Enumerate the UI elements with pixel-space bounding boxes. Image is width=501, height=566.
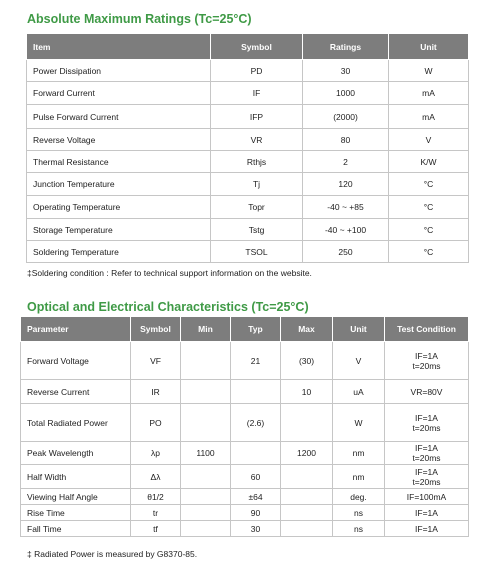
table-cell: [181, 404, 231, 442]
table-cell: -40 ~ +85: [303, 196, 389, 219]
header-cell: Test Condition: [385, 317, 469, 342]
table-cell: 1100: [181, 442, 231, 465]
table-cell: Reverse Current: [21, 380, 131, 404]
table-cell: VF: [131, 342, 181, 380]
table-cell: Power Dissipation: [27, 60, 211, 82]
table-cell: Total Radiated Power: [21, 404, 131, 442]
table-cell: θ1/2: [131, 489, 181, 505]
table-cell: 10: [281, 380, 333, 404]
test-condition-cell: [385, 342, 469, 380]
table-cell: [181, 380, 231, 404]
condition-line: t=20ms: [412, 360, 441, 371]
table-cell: W: [333, 404, 385, 442]
header-cell: Typ: [231, 317, 281, 342]
table-row: [27, 105, 469, 129]
table-cell: 60: [231, 465, 281, 489]
optical-electrical-table: [20, 316, 469, 537]
header-cell: Max: [281, 317, 333, 342]
table-cell: PD: [211, 60, 303, 82]
table-cell: 21: [231, 342, 281, 380]
table-cell: °C: [389, 173, 469, 196]
header-row: [27, 34, 469, 60]
table-cell: tr: [131, 505, 181, 521]
table-cell: tf: [131, 521, 181, 537]
table-cell: 30: [303, 60, 389, 82]
table-row: [27, 151, 469, 173]
table-cell: [181, 489, 231, 505]
table-cell: 30: [231, 521, 281, 537]
test-condition-cell: [385, 442, 469, 465]
table-cell: [181, 521, 231, 537]
table-cell: deg.: [333, 489, 385, 505]
test-condition-cell: [385, 489, 469, 505]
abs-footnote: ‡Soldering condition : Refer to technical support information on the website.: [27, 268, 312, 278]
table-cell: Reverse Voltage: [27, 129, 211, 151]
absolute-ratings-table: [26, 33, 469, 263]
header-cell: Unit: [333, 317, 385, 342]
condition-line: t=20ms: [412, 453, 441, 463]
abs-section-title: Absolute Maximum Ratings (Tc=25°C): [27, 12, 252, 26]
condition-line: IF=1A: [415, 412, 438, 423]
condition-line: IF=1A: [415, 350, 438, 361]
table-cell: (2.6): [231, 404, 281, 442]
condition-line: IF=1A: [415, 523, 438, 534]
table-row: [27, 219, 469, 241]
table-cell: 120: [303, 173, 389, 196]
test-condition-cell: [385, 521, 469, 537]
table-cell: °C: [389, 241, 469, 263]
table-cell: Rthjs: [211, 151, 303, 173]
test-condition-cell: [385, 465, 469, 489]
table-cell: [181, 465, 231, 489]
table-cell: (30): [281, 342, 333, 380]
table-cell: V: [333, 342, 385, 380]
test-condition-cell: [385, 505, 469, 521]
table-row: [21, 505, 469, 521]
condition-line: IF=1A: [415, 443, 438, 453]
header-row: [21, 317, 469, 342]
table-cell: [281, 404, 333, 442]
condition-line: IF=1A: [415, 466, 438, 477]
table-row: [27, 60, 469, 82]
table-row: [27, 196, 469, 219]
table-cell: °C: [389, 196, 469, 219]
table-cell: mA: [389, 82, 469, 105]
table-cell: Δλ: [131, 465, 181, 489]
table-cell: Rise Time: [21, 505, 131, 521]
table-cell: IF: [211, 82, 303, 105]
header-cell: Parameter: [21, 317, 131, 342]
table-row: [27, 82, 469, 105]
table-row: [27, 129, 469, 151]
table-cell: Viewing Half Angle: [21, 489, 131, 505]
table-cell: [281, 505, 333, 521]
table-cell: [181, 505, 231, 521]
table-row: [21, 342, 469, 380]
table-cell: K/W: [389, 151, 469, 173]
table-cell: Forward Current: [27, 82, 211, 105]
table-cell: [281, 489, 333, 505]
table-cell: 2: [303, 151, 389, 173]
table-cell: VR: [211, 129, 303, 151]
table-cell: °C: [389, 219, 469, 241]
table-cell: Forward Voltage: [21, 342, 131, 380]
table-cell: [181, 342, 231, 380]
table-cell: nm: [333, 442, 385, 465]
table-cell: Pulse Forward Current: [27, 105, 211, 129]
table-cell: [231, 442, 281, 465]
table-cell: Tj: [211, 173, 303, 196]
table-cell: ns: [333, 505, 385, 521]
table-cell: 90: [231, 505, 281, 521]
header-cell: Symbol: [211, 34, 303, 60]
table-cell: IFP: [211, 105, 303, 129]
header-cell: Symbol: [131, 317, 181, 342]
table-cell: V: [389, 129, 469, 151]
table-row: [21, 404, 469, 442]
table-cell: nm: [333, 465, 385, 489]
table-row: [21, 442, 469, 465]
table-cell: 1200: [281, 442, 333, 465]
header-cell: Unit: [389, 34, 469, 60]
opt-section-title: Optical and Electrical Characteristics (Tc=25°C): [27, 300, 309, 314]
table-cell: [231, 380, 281, 404]
table-cell: Peak Wavelength: [21, 442, 131, 465]
test-condition-cell: [385, 404, 469, 442]
table-row: [27, 241, 469, 263]
table-row: [21, 489, 469, 505]
table-cell: Soldering Temperature: [27, 241, 211, 263]
table-cell: [281, 465, 333, 489]
table-row: [21, 521, 469, 537]
table-cell: Operating Temperature: [27, 196, 211, 219]
table-cell: IR: [131, 380, 181, 404]
table-cell: TSOL: [211, 241, 303, 263]
table-cell: Junction Temperature: [27, 173, 211, 196]
table-cell: Thermal Resistance: [27, 151, 211, 173]
condition-line: IF=1A: [415, 507, 438, 518]
condition-line: t=20ms: [412, 422, 441, 433]
table-cell: Tstg: [211, 219, 303, 241]
table-cell: -40 ~ +100: [303, 219, 389, 241]
table-cell: λp: [131, 442, 181, 465]
table-row: [21, 380, 469, 404]
table-cell: uA: [333, 380, 385, 404]
header-cell: Min: [181, 317, 231, 342]
table-cell: 80: [303, 129, 389, 151]
table-cell: Half Width: [21, 465, 131, 489]
table-row: [21, 465, 469, 489]
table-row: [27, 173, 469, 196]
table-cell: mA: [389, 105, 469, 129]
header-cell: Ratings: [303, 34, 389, 60]
table-cell: 1000: [303, 82, 389, 105]
table-cell: [281, 521, 333, 537]
table-cell: ns: [333, 521, 385, 537]
header-cell: Item: [27, 34, 211, 60]
table-cell: ±64: [231, 489, 281, 505]
table-cell: Storage Temperature: [27, 219, 211, 241]
opt-footnote: ‡ Radiated Power is measured by G8370-85.: [27, 549, 198, 559]
condition-line: VR=80V: [410, 386, 443, 397]
table-cell: PO: [131, 404, 181, 442]
table-cell: W: [389, 60, 469, 82]
table-cell: Fall Time: [21, 521, 131, 537]
condition-line: IF=100mA: [406, 491, 447, 502]
table-cell: 250: [303, 241, 389, 263]
table-cell: (2000): [303, 105, 389, 129]
condition-line: t=20ms: [412, 476, 441, 487]
table-cell: Topr: [211, 196, 303, 219]
test-condition-cell: [385, 380, 469, 404]
